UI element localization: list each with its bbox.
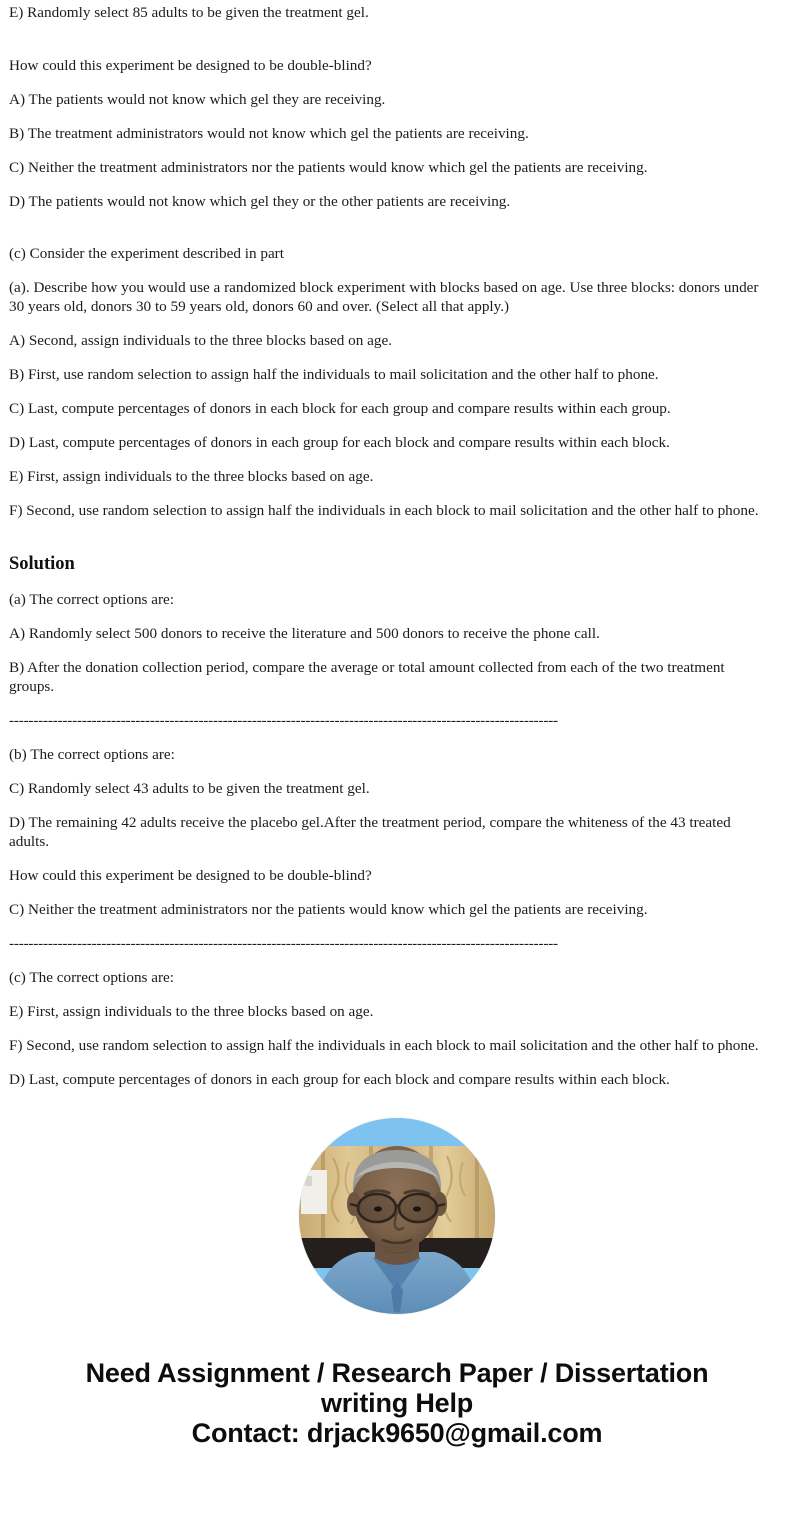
solution-part-c-label: (c) The correct options are:: [9, 969, 175, 986]
solution-part-b-label: (b) The correct options are:: [9, 746, 175, 763]
part-c-option-f: F) Second, use random selection to assign half the individuals in each block to mail solicitation and the other half to phone.: [9, 501, 759, 519]
solution-part-c-answer-d: D) Last, compute percentages of donors in each group for each block and compare results within each block.: [9, 1071, 670, 1088]
question-option-c: C) Neither the treatment administrators nor the patients would know which gel the patients are receiving.: [9, 158, 648, 176]
solution-part-a-label: (a) The correct options are:: [9, 591, 175, 608]
part-c-intro: (c) Consider the experiment described in part: [9, 245, 284, 262]
solution-part-a-answer-b: B) After the donation collection period, compare the average or total amount collected from each of the two treatment groups.: [9, 659, 725, 695]
double-blind-question: How could this experiment be designed to be double-blind?: [9, 56, 372, 74]
document-page: [0, 4, 794, 1449]
footer-headline-line-1: Need Assignment / Research Paper / Dissertation: [85, 1357, 709, 1388]
solution-part-b-answer-c: C) Randomly select 43 adults to be given the treatment gel.: [9, 780, 370, 797]
question-option-a: A) The patients would not know which gel they are receiving.: [9, 90, 386, 108]
solution-part-b-answer-double-blind: C) Neither the treatment administrators nor the patients would know which gel the patients are receiving.: [9, 900, 648, 918]
footer-headline-line-2: writing Help: [320, 1387, 474, 1418]
question-option-b: B) The treatment administrators would not know which gel the patients are receiving.: [9, 124, 529, 142]
solution-part-b-double-blind-question: How could this experiment be designed to be double-blind?: [9, 866, 372, 884]
avatar: [299, 1118, 495, 1314]
part-c-option-d: D) Last, compute percentages of donors in each group for each block and compare results within each block.: [9, 433, 670, 451]
part-c-option-a: A) Second, assign individuals to the three blocks based on age.: [9, 331, 392, 349]
section-separator-2: -----------------------------------------------------------------------------------------------------------------: [9, 934, 558, 952]
part-c-option-e: E) First, assign individuals to the three blocks based on age.: [9, 467, 374, 485]
solution-part-c-answer-f: F) Second, use random selection to assign half the individuals in each block to mail solicitation and the other half to phone.: [9, 1037, 759, 1054]
footer: [9, 1358, 785, 1449]
solution-part-c-answer-e: E) First, assign individuals to the three blocks based on age.: [9, 1003, 374, 1020]
part-c-prompt: (a). Describe how you would use a randomized block experiment with blocks based on age. Use three blocks: donors under 30 years old, donors 30 to 59 years old, donors 60 and over. (Select all that apply.): [9, 279, 759, 315]
solution-part-b-answer-d: D) The remaining 42 adults receive the placebo gel.After the treatment period, compare the whiteness of the 43 treated adults.: [9, 814, 731, 850]
part-c-option-c: C) Last, compute percentages of donors in each block for each group and compare results within each group.: [9, 399, 671, 417]
solution-heading: Solution: [9, 554, 75, 574]
question-option-d: D) The patients would not know which gel they or the other patients are receiving.: [9, 192, 511, 210]
solution-part-a-answer-a: A) Randomly select 500 donors to receive the literature and 500 donors to receive the phone call.: [9, 625, 600, 642]
question-option-e: E) Randomly select 85 adults to be given the treatment gel.: [9, 4, 369, 21]
footer-contact: Contact: drjack9650@gmail.com: [191, 1417, 603, 1448]
profile-photo-icon: [299, 1118, 495, 1314]
section-separator-1: -----------------------------------------------------------------------------------------------------------------: [9, 711, 558, 729]
part-c-option-b: B) First, use random selection to assign half the individuals to mail solicitation and the other half to phone.: [9, 365, 659, 383]
avatar-container: [9, 1118, 785, 1314]
